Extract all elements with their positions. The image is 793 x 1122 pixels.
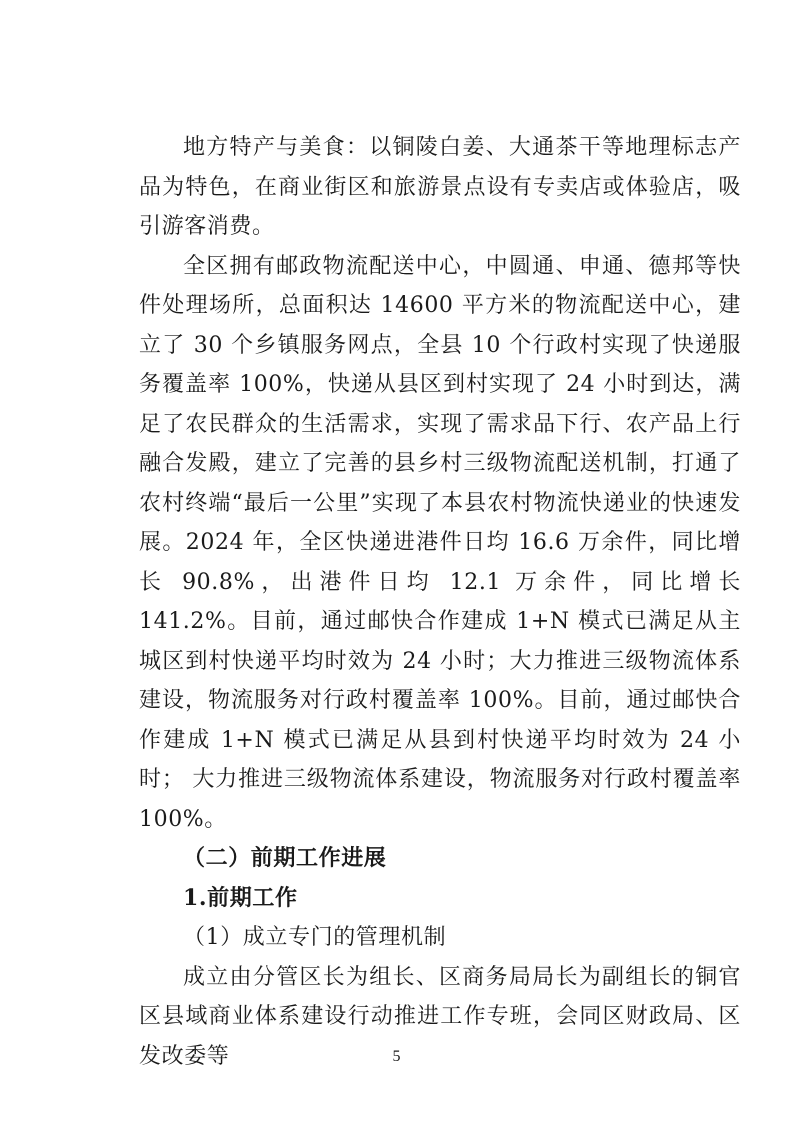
page-number: 5 xyxy=(392,1048,401,1065)
subsection-heading: 1.前期工作 xyxy=(183,884,298,911)
section-heading: （二）前期工作进展 xyxy=(183,845,387,871)
paragraph-logistics: 全区拥有邮政物流配送中心，中圆通、申通、德邦等快件处理场所，总面积达 14600 平方米的物流配送中心，建立了 30 个乡镇服务网点，全县 10 个行政村实现了快递服务覆盖率 100%，快递从县区到村实现了 24 小时到达，满足了农民群众的生活需求，实现了需求品下行、农产品上行融合发殿，建立了完善的县乡村三级物流配送机制，打通了农村终端“最后一公里”实现了本县农村物流快递业的快速发展。2024 年，全区快递进港件日均 16.6 万余件，同比增长 90.8%，出港件日均 12.1 万余件，同比增长 141.2%。目前，通过邮快合作建成 1+N 模式已满足从主城区到村快递平均时效为 24 小时；大力推进三级物流体系建设，物流服务对行政村覆盖率 100%。目前，通过邮快合作建成 1+N 模式已满足从县到村快递平均时效为 24 小时； 大力推进三级物流体系建设，物流服务对行政村覆盖率 100%。 xyxy=(139,253,741,832)
paragraph-management: 成立由分管区长为组长、区商务局局长为副组长的铜官区县域商业体系建设行动推进工作专班，会同区财政局、区发改委等 xyxy=(139,964,741,1069)
paragraph-local-specialties: 地方特产与美食：以铜陵白姜、大通茶干等地理标志产品为特色，在商业街区和旅游景点设有专卖店或体验店，吸引游客消费。 xyxy=(139,135,741,239)
page-body xyxy=(139,128,741,1076)
item-heading: （1）成立专门的管理机制 xyxy=(183,925,447,950)
